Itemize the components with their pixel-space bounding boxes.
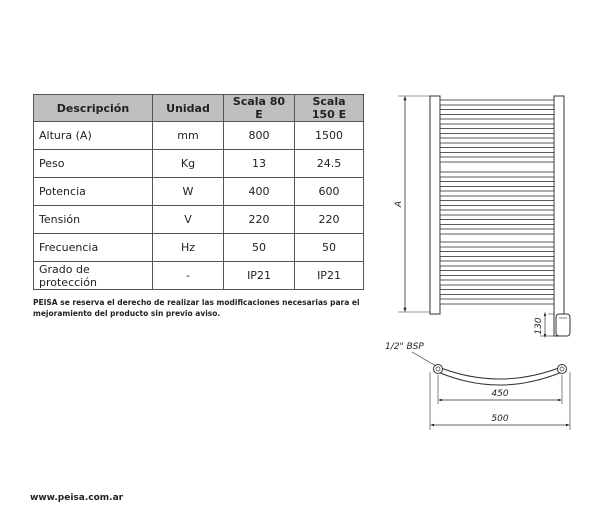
table-cell: Grado de protección <box>34 262 153 290</box>
width-dimensions <box>430 372 570 430</box>
height-label: A <box>394 200 404 208</box>
radiator-bars <box>440 100 554 304</box>
radiator-bar <box>440 271 554 276</box>
header-scala-80: Scala 80 E <box>224 95 295 122</box>
radiator-bar <box>440 210 554 215</box>
table-cell: V <box>153 206 224 234</box>
table-cell: IP21 <box>295 262 364 290</box>
radiator-bar <box>440 261 554 266</box>
table-cell: W <box>153 178 224 206</box>
table-cell: Frecuencia <box>34 234 153 262</box>
radiator-bar <box>440 129 554 134</box>
table-cell: 50 <box>295 234 364 262</box>
radiator-bar <box>440 299 554 304</box>
table-cell: IP21 <box>224 262 295 290</box>
table-cell: Peso <box>34 150 153 178</box>
table-cell: 600 <box>295 178 364 206</box>
table-cell: mm <box>153 122 224 150</box>
radiator-bar <box>440 138 554 143</box>
radiator-bar <box>440 242 554 247</box>
table-cell: Altura (A) <box>34 122 153 150</box>
height-dimension <box>394 96 432 312</box>
header-scala-150: Scala 150 E <box>295 95 364 122</box>
heater-element <box>556 314 570 336</box>
radiator-top-view <box>385 342 567 385</box>
table-cell: 800 <box>224 122 295 150</box>
radiator-bar <box>440 119 554 124</box>
radiator-bar <box>440 220 554 225</box>
table-cell: 24.5 <box>295 150 364 178</box>
table-cell: 13 <box>224 150 295 178</box>
table-cell: 50 <box>224 234 295 262</box>
table-cell: - <box>153 262 224 290</box>
table-cell: 1500 <box>295 122 364 150</box>
table-cell: Kg <box>153 150 224 178</box>
radiator-bar <box>440 148 554 153</box>
radiator-bar <box>440 280 554 285</box>
table-cell: 400 <box>224 178 295 206</box>
table-cell: Potencia <box>34 178 153 206</box>
bottom-dimension <box>534 314 554 336</box>
radiator-bar <box>440 182 554 187</box>
radiator-bar <box>440 110 554 115</box>
outer-width-label: 500 <box>491 414 509 424</box>
radiator-bar <box>440 157 554 162</box>
disclaimer-note: PEISA se reserva el derecho de realizar las modificaciones necesarias para el mejoramiento del producto sin previo aviso. <box>33 298 360 318</box>
radiator-bar <box>440 290 554 295</box>
inner-width-label: 450 <box>491 389 509 399</box>
table-cell: 220 <box>295 206 364 234</box>
bottom-label: 130 <box>534 317 544 335</box>
radiator-bar <box>440 252 554 257</box>
table-cell: 220 <box>224 206 295 234</box>
table-cell: Hz <box>153 234 224 262</box>
connection-label: 1/2" BSP <box>385 342 424 352</box>
radiator-bar <box>440 201 554 206</box>
radiator-bar <box>440 191 554 196</box>
table-cell: Tensión <box>34 206 153 234</box>
header-descripcion: Descripción <box>34 95 153 122</box>
website-url: www.peisa.com.ar <box>30 493 124 503</box>
header-unidad: Unidad <box>153 95 224 122</box>
radiator-bar <box>440 229 554 234</box>
radiator-bar <box>440 172 554 177</box>
radiator-front-view <box>430 96 570 336</box>
radiator-bar <box>440 100 554 105</box>
